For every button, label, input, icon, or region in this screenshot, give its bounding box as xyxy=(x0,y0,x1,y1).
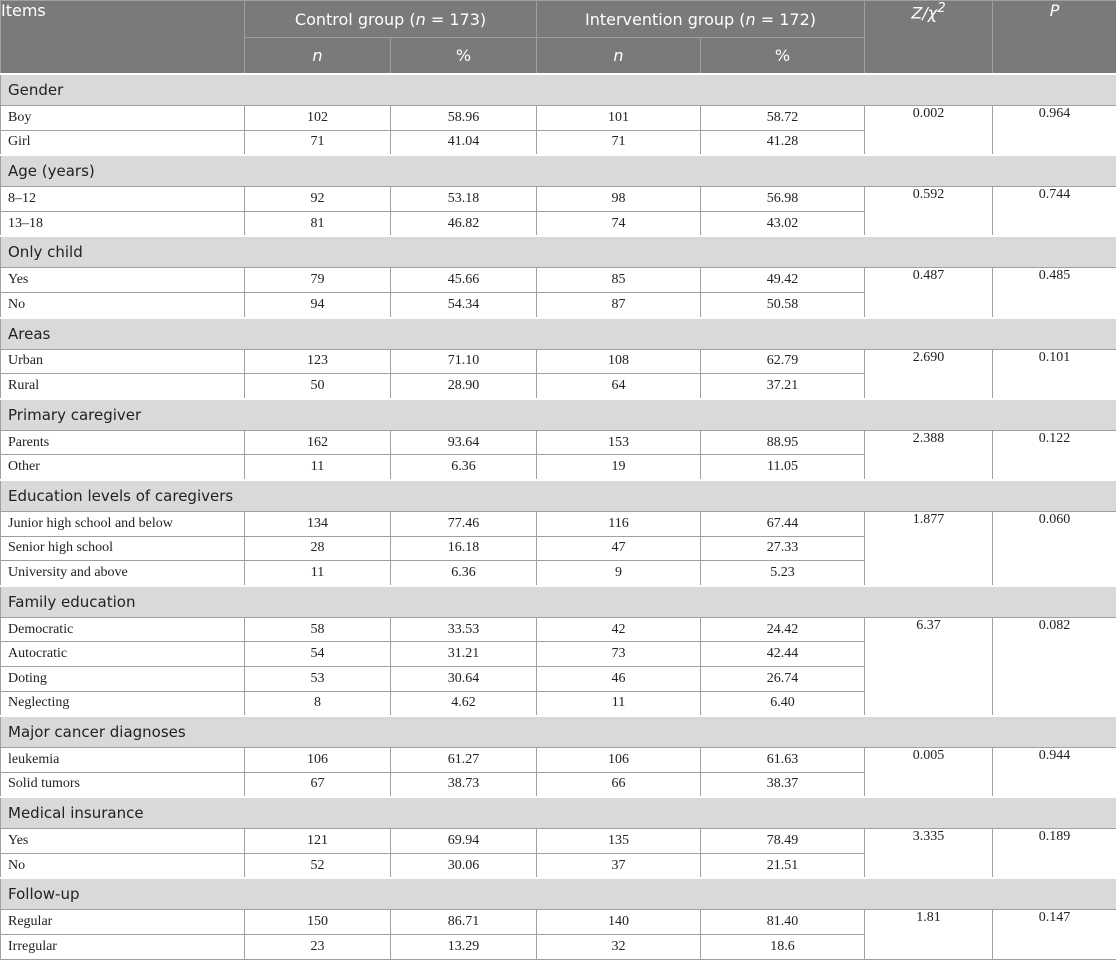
intervention-percent: 56.98 xyxy=(701,187,865,212)
section-title: Age (years) xyxy=(1,155,1116,187)
row-label: Yes xyxy=(1,268,245,293)
p-value: 0.147 xyxy=(993,910,1116,959)
control-n: 102 xyxy=(245,106,391,131)
intervention-percent: 58.72 xyxy=(701,106,865,131)
control-n: 79 xyxy=(245,268,391,293)
p-value: 0.944 xyxy=(993,748,1116,798)
table-row xyxy=(1,829,1116,854)
table-row xyxy=(1,748,1116,773)
intervention-percent-header: % xyxy=(701,38,865,75)
section-title: Follow-up xyxy=(1,878,1116,910)
control-percent: 93.64 xyxy=(391,430,537,455)
intervention-percent: 21.51 xyxy=(701,853,865,878)
intervention-percent: 18.6 xyxy=(701,935,865,960)
z-chi-square-header: $Z/\chi^2$ xyxy=(865,1,993,75)
row-label: Neglecting xyxy=(1,691,245,716)
intervention-n: 135 xyxy=(537,829,701,854)
control-n: 150 xyxy=(245,910,391,935)
intervention-n: 9 xyxy=(537,561,701,586)
intervention-n: 71 xyxy=(537,130,701,155)
z-chi-square-value: 0.487 xyxy=(865,268,993,318)
row-label: Autocratic xyxy=(1,642,245,667)
table-row xyxy=(1,617,1116,642)
z-chi-square-value: 3.335 xyxy=(865,829,993,879)
row-label: No xyxy=(1,292,245,317)
control-percent: 13.29 xyxy=(391,935,537,960)
control-n: 8 xyxy=(245,691,391,716)
control-n: 53 xyxy=(245,666,391,691)
section-row xyxy=(1,797,1116,829)
control-percent-header: % xyxy=(391,38,537,75)
row-label: Other xyxy=(1,455,245,480)
row-label: Solid tumors xyxy=(1,772,245,797)
intervention-percent: 88.95 xyxy=(701,430,865,455)
section-title: Major cancer diagnoses xyxy=(1,716,1116,748)
intervention-n: 73 xyxy=(537,642,701,667)
row-label: University and above xyxy=(1,561,245,586)
control-n: 54 xyxy=(245,642,391,667)
intervention-n: 66 xyxy=(537,772,701,797)
section-row xyxy=(1,716,1116,748)
intervention-percent: 49.42 xyxy=(701,268,865,293)
control-percent: 4.62 xyxy=(391,691,537,716)
section-row xyxy=(1,318,1116,350)
control-n: 123 xyxy=(245,349,391,374)
intervention-n: 19 xyxy=(537,455,701,480)
table-row xyxy=(1,511,1116,536)
intervention-percent: 43.02 xyxy=(701,211,865,236)
control-percent: 54.34 xyxy=(391,292,537,317)
section-title: Areas xyxy=(1,318,1116,350)
control-percent: 45.66 xyxy=(391,268,537,293)
section-row xyxy=(1,155,1116,187)
section-row xyxy=(1,74,1116,106)
control-percent: 77.46 xyxy=(391,511,537,536)
z-chi-square-value: 2.690 xyxy=(865,349,993,399)
section-title: Medical insurance xyxy=(1,797,1116,829)
intervention-group-header: Intervention group (n = 172) xyxy=(537,1,865,38)
section-row xyxy=(1,480,1116,512)
row-label: Urban xyxy=(1,349,245,374)
table-row xyxy=(1,268,1116,293)
row-label: Senior high school xyxy=(1,536,245,561)
row-label: Rural xyxy=(1,374,245,399)
intervention-percent: 37.21 xyxy=(701,374,865,399)
z-chi-square-value: 1.81 xyxy=(865,910,993,959)
row-label: Girl xyxy=(1,130,245,155)
p-value: 0.189 xyxy=(993,829,1116,879)
row-label: Democratic xyxy=(1,617,245,642)
z-chi-square-value: 0.592 xyxy=(865,187,993,237)
p-value: 0.101 xyxy=(993,349,1116,399)
table-body xyxy=(1,74,1116,959)
z-chi-square-value: 1.877 xyxy=(865,511,993,585)
row-label: No xyxy=(1,853,245,878)
z-chi-square-value: 2.388 xyxy=(865,430,993,480)
section-row xyxy=(1,878,1116,910)
intervention-n: 46 xyxy=(537,666,701,691)
intervention-n: 42 xyxy=(537,617,701,642)
intervention-percent: 78.49 xyxy=(701,829,865,854)
control-n: 28 xyxy=(245,536,391,561)
section-title: Only child xyxy=(1,236,1116,268)
intervention-percent: 11.05 xyxy=(701,455,865,480)
control-percent: 61.27 xyxy=(391,748,537,773)
control-n: 134 xyxy=(245,511,391,536)
z-chi-square-value: 0.005 xyxy=(865,748,993,798)
table-row xyxy=(1,106,1116,131)
intervention-percent: 42.44 xyxy=(701,642,865,667)
section-title: Family education xyxy=(1,586,1116,618)
control-percent: 41.04 xyxy=(391,130,537,155)
row-label: Regular xyxy=(1,910,245,935)
intervention-n: 47 xyxy=(537,536,701,561)
intervention-n: 32 xyxy=(537,935,701,960)
intervention-percent: 81.40 xyxy=(701,910,865,935)
intervention-percent: 24.42 xyxy=(701,617,865,642)
section-title: Education levels of caregivers xyxy=(1,480,1116,512)
intervention-n: 98 xyxy=(537,187,701,212)
p-value: 0.060 xyxy=(993,511,1116,585)
control-n: 23 xyxy=(245,935,391,960)
control-n: 106 xyxy=(245,748,391,773)
p-value: 0.744 xyxy=(993,187,1116,237)
control-n: 121 xyxy=(245,829,391,854)
intervention-n-header: n xyxy=(537,38,701,75)
control-percent: 71.10 xyxy=(391,349,537,374)
intervention-percent: 6.40 xyxy=(701,691,865,716)
z-chi-square-value: 6.37 xyxy=(865,617,993,716)
intervention-n: 101 xyxy=(537,106,701,131)
intervention-percent: 61.63 xyxy=(701,748,865,773)
section-row xyxy=(1,586,1116,618)
intervention-n: 116 xyxy=(537,511,701,536)
section-title: Gender xyxy=(1,74,1116,106)
control-percent: 30.64 xyxy=(391,666,537,691)
control-percent: 16.18 xyxy=(391,536,537,561)
row-label: 8–12 xyxy=(1,187,245,212)
intervention-percent: 5.23 xyxy=(701,561,865,586)
intervention-percent: 26.74 xyxy=(701,666,865,691)
section-row xyxy=(1,399,1116,431)
control-n: 52 xyxy=(245,853,391,878)
control-n: 11 xyxy=(245,561,391,586)
row-label: Irregular xyxy=(1,935,245,960)
control-n: 50 xyxy=(245,374,391,399)
p-value: 0.082 xyxy=(993,617,1116,716)
z-chi-square-value: 0.002 xyxy=(865,106,993,156)
p-value: 0.122 xyxy=(993,430,1116,480)
section-title: Primary caregiver xyxy=(1,399,1116,431)
control-percent: 53.18 xyxy=(391,187,537,212)
table-row xyxy=(1,349,1116,374)
control-n: 58 xyxy=(245,617,391,642)
control-percent: 46.82 xyxy=(391,211,537,236)
intervention-percent: 67.44 xyxy=(701,511,865,536)
intervention-n: 37 xyxy=(537,853,701,878)
control-percent: 30.06 xyxy=(391,853,537,878)
control-percent: 38.73 xyxy=(391,772,537,797)
control-n: 162 xyxy=(245,430,391,455)
table-row xyxy=(1,187,1116,212)
control-percent: 58.96 xyxy=(391,106,537,131)
control-n: 67 xyxy=(245,772,391,797)
table-row xyxy=(1,910,1116,935)
control-percent: 6.36 xyxy=(391,455,537,480)
intervention-n: 74 xyxy=(537,211,701,236)
control-n-header: n xyxy=(245,38,391,75)
table-row xyxy=(1,430,1116,455)
control-percent: 33.53 xyxy=(391,617,537,642)
section-row xyxy=(1,236,1116,268)
control-n: 94 xyxy=(245,292,391,317)
row-label: Junior high school and below xyxy=(1,511,245,536)
intervention-percent: 41.28 xyxy=(701,130,865,155)
control-n: 81 xyxy=(245,211,391,236)
intervention-n: 11 xyxy=(537,691,701,716)
row-label: Boy xyxy=(1,106,245,131)
control-n: 92 xyxy=(245,187,391,212)
p-value: 0.964 xyxy=(993,106,1116,156)
intervention-n: 153 xyxy=(537,430,701,455)
control-percent: 6.36 xyxy=(391,561,537,586)
control-n: 11 xyxy=(245,455,391,480)
row-label: Doting xyxy=(1,666,245,691)
p-value: 0.485 xyxy=(993,268,1116,318)
row-label: Yes xyxy=(1,829,245,854)
row-label: 13–18 xyxy=(1,211,245,236)
intervention-n: 64 xyxy=(537,374,701,399)
intervention-percent: 27.33 xyxy=(701,536,865,561)
intervention-percent: 38.37 xyxy=(701,772,865,797)
control-percent: 69.94 xyxy=(391,829,537,854)
row-label: Parents xyxy=(1,430,245,455)
intervention-percent: 62.79 xyxy=(701,349,865,374)
intervention-percent: 50.58 xyxy=(701,292,865,317)
p-value-header: P xyxy=(993,1,1116,75)
intervention-n: 108 xyxy=(537,349,701,374)
intervention-n: 85 xyxy=(537,268,701,293)
intervention-n: 87 xyxy=(537,292,701,317)
intervention-n: 106 xyxy=(537,748,701,773)
intervention-n: 140 xyxy=(537,910,701,935)
control-n: 71 xyxy=(245,130,391,155)
control-percent: 31.21 xyxy=(391,642,537,667)
control-percent: 28.90 xyxy=(391,374,537,399)
items-header: Items xyxy=(1,1,245,75)
control-group-header: Control group (n = 173) xyxy=(245,1,537,38)
control-percent: 86.71 xyxy=(391,910,537,935)
row-label: leukemia xyxy=(1,748,245,773)
